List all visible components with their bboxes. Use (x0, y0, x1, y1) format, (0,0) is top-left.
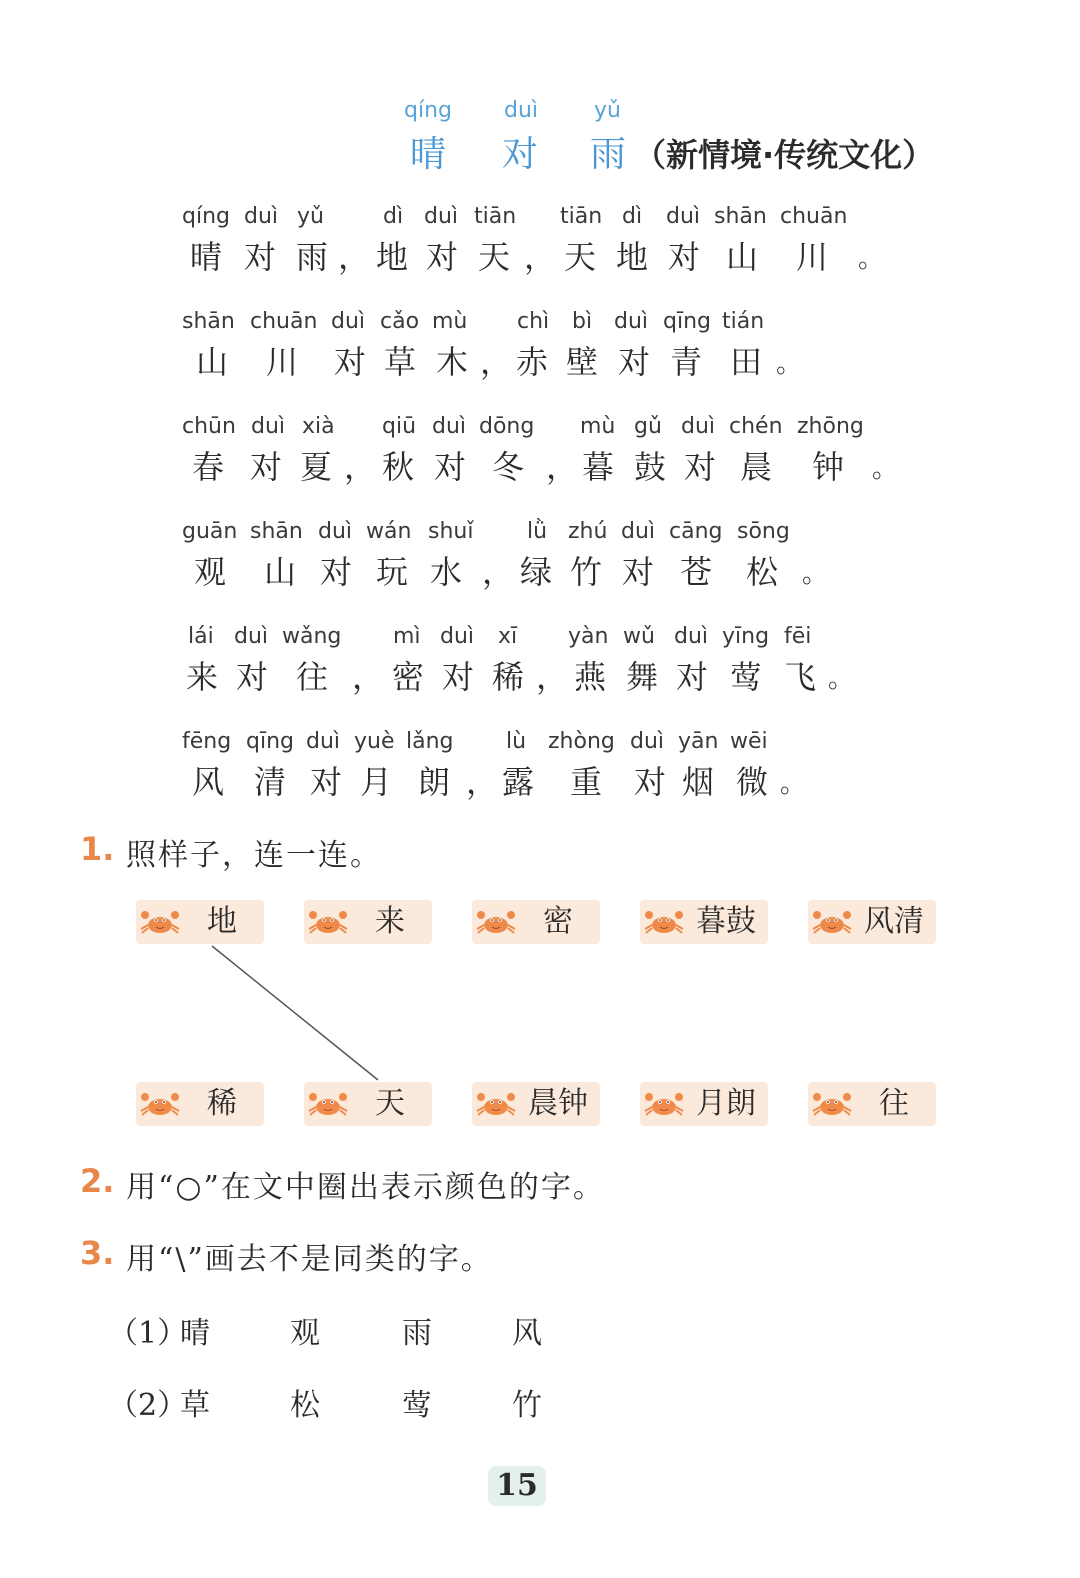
pinyin: duì (432, 414, 467, 439)
hanzi: 山 (196, 343, 229, 381)
hanzi: 对 (250, 448, 283, 486)
pinyin: qíng (182, 204, 230, 229)
pinyin: yǔ (297, 204, 324, 229)
title-char-3: 雨 (590, 134, 627, 175)
hanzi: 来 (186, 658, 219, 696)
hanzi: 川 (796, 238, 829, 276)
hanzi: 天 (478, 238, 511, 276)
hanzi: 往 (296, 658, 329, 696)
pinyin: wán (366, 519, 412, 544)
pinyin: xià (302, 414, 335, 439)
hanzi: 飞 (784, 658, 817, 696)
card-label: 地 (207, 904, 237, 939)
pinyin: yān (678, 729, 719, 754)
pinyin: wēi (730, 729, 768, 754)
pinyin: duì (440, 624, 475, 649)
pinyin: duì (244, 204, 279, 229)
pinyin: chūn (182, 414, 236, 439)
pinyin: qiū (382, 414, 417, 439)
hanzi: 重 (570, 763, 603, 801)
title-char-1: 晴 (410, 134, 447, 175)
punct: ， (536, 658, 569, 696)
hanzi: 秋 (382, 448, 415, 486)
card-label: 稀 (207, 1086, 237, 1121)
card-label: 月朗 (696, 1086, 756, 1121)
hanzi: 朗 (418, 763, 451, 801)
pinyin: duì (630, 729, 665, 754)
hanzi: 对 (684, 448, 717, 486)
pinyin: zhōng (797, 414, 864, 439)
card-label: 往 (879, 1086, 909, 1121)
match-card-bottom-5[interactable] (808, 1082, 936, 1126)
card-label: 来 (375, 904, 405, 939)
punct: ， (524, 238, 557, 276)
crab-icon (140, 1090, 180, 1118)
hanzi: 松 (746, 553, 779, 591)
pinyin: mì (393, 624, 421, 649)
pinyin: duì (331, 309, 366, 334)
hanzi: 对 (668, 238, 701, 276)
pinyin: tián (722, 309, 765, 334)
pinyin: duì (424, 204, 459, 229)
match-card-bottom-2[interactable] (304, 1082, 432, 1126)
hanzi: 青 (670, 343, 703, 381)
hanzi: 稀 (492, 658, 525, 696)
title-pinyin-1: qíng (404, 98, 452, 123)
hanzi: 莺 (730, 658, 763, 696)
pinyin: duì (681, 414, 716, 439)
question-number: 1. (80, 830, 115, 868)
hanzi: 对 (442, 658, 475, 696)
punct: ， (352, 658, 385, 696)
pinyin: gǔ (634, 414, 662, 439)
hanzi: 对 (634, 763, 667, 801)
pinyin: cāng (669, 519, 723, 544)
hanzi: 对 (334, 343, 367, 381)
subquestion-label: （2） (108, 1388, 188, 1423)
question-text: 用“\”画去不是同类的字。 (126, 1242, 493, 1277)
card-label: 密 (543, 904, 573, 939)
card-label: 暮鼓 (696, 904, 756, 939)
match-card-bottom-1[interactable] (136, 1082, 264, 1126)
punct: ， (466, 763, 499, 801)
card-label: 晨钟 (528, 1086, 588, 1121)
pinyin: chuān (250, 309, 318, 334)
crab-icon (644, 1090, 684, 1118)
choice-char[interactable]: 观 (290, 1316, 320, 1351)
punct: 。 (776, 349, 803, 379)
pinyin: guān (182, 519, 238, 544)
pinyin: dì (622, 204, 643, 229)
punct: ， (480, 343, 513, 381)
title-subtitle: （新情境·传统文化） (634, 136, 935, 174)
card-label: 天 (375, 1086, 405, 1121)
hanzi: 地 (376, 238, 409, 276)
pinyin: yuè (354, 729, 395, 754)
pinyin: chén (729, 414, 783, 439)
pinyin: dōng (479, 414, 535, 439)
hanzi: 木 (436, 343, 469, 381)
choice-char[interactable]: 松 (290, 1388, 320, 1423)
hanzi: 绿 (520, 553, 553, 591)
pinyin: mù (580, 414, 616, 439)
pinyin: shān (182, 309, 235, 334)
question-text: 照样子，连一连。 (126, 838, 382, 873)
hanzi: 天 (564, 238, 597, 276)
pinyin: wǔ (623, 624, 655, 649)
pinyin: yīng (722, 624, 770, 649)
hanzi: 风 (192, 763, 225, 801)
pinyin: chì (517, 309, 550, 334)
pinyin: fēi (784, 624, 812, 649)
hanzi: 燕 (574, 658, 607, 696)
pinyin: fēng (182, 729, 232, 754)
pinyin: dì (383, 204, 404, 229)
hanzi: 山 (726, 238, 759, 276)
pinyin: lǜ (527, 519, 548, 544)
hanzi: 月 (360, 763, 393, 801)
choice-char[interactable]: 莺 (402, 1388, 432, 1423)
pinyin: duì (251, 414, 286, 439)
choice-char[interactable]: 竹 (512, 1388, 542, 1423)
question-text: 用“○”在文中圈出表示颜色的字。 (126, 1170, 605, 1205)
match-card-bottom-4[interactable] (640, 1082, 768, 1126)
pinyin: lǎng (406, 729, 454, 754)
choice-char[interactable]: 晴 (180, 1316, 210, 1351)
hanzi: 川 (266, 343, 299, 381)
card-label: 风清 (864, 904, 924, 939)
punct: ， (482, 553, 515, 591)
hanzi: 晴 (190, 238, 223, 276)
hanzi: 春 (192, 448, 225, 486)
hanzi: 钟 (812, 448, 845, 486)
pinyin: shān (250, 519, 303, 544)
pinyin: lù (506, 729, 527, 754)
hanzi: 对 (622, 553, 655, 591)
crab-icon (308, 1090, 348, 1118)
hanzi: 冬 (492, 448, 525, 486)
pinyin: yàn (568, 624, 609, 649)
pinyin: shān (714, 204, 767, 229)
choice-char[interactable]: 草 (180, 1388, 210, 1423)
hanzi: 玩 (376, 553, 409, 591)
choice-char[interactable]: 雨 (402, 1316, 432, 1351)
pinyin: shuǐ (428, 519, 474, 544)
hanzi: 观 (194, 553, 227, 591)
hanzi: 夏 (300, 448, 333, 486)
question-number: 3. (80, 1234, 115, 1272)
hanzi: 苍 (680, 553, 713, 591)
hanzi: 对 (434, 448, 467, 486)
title-pinyin-2: duì (504, 98, 539, 123)
hanzi: 对 (310, 763, 343, 801)
subquestion-label: （1） (108, 1316, 188, 1351)
pinyin: xī (498, 624, 518, 649)
hanzi: 竹 (570, 553, 603, 591)
crab-icon (476, 1090, 516, 1118)
pinyin: lái (188, 624, 214, 649)
pinyin: duì (234, 624, 269, 649)
hanzi: 山 (264, 553, 297, 591)
punct: 。 (828, 664, 855, 694)
pinyin: duì (666, 204, 701, 229)
hanzi: 烟 (682, 763, 715, 801)
pinyin: chuān (780, 204, 848, 229)
pinyin: qīng (663, 309, 711, 334)
hanzi: 鼓 (634, 448, 667, 486)
pinyin: sōng (737, 519, 790, 544)
punct: ， (338, 238, 371, 276)
crab-icon (812, 1090, 852, 1118)
pinyin: tiān (474, 204, 517, 229)
hanzi: 对 (236, 658, 269, 696)
hanzi: 对 (320, 553, 353, 591)
hanzi: 赤 (516, 343, 549, 381)
punct: 。 (802, 559, 829, 589)
pinyin: mù (432, 309, 468, 334)
question-number: 2. (80, 1162, 115, 1200)
page-number: 15 (488, 1466, 546, 1506)
hanzi: 密 (392, 658, 425, 696)
pinyin: zhòng (548, 729, 615, 754)
hanzi: 清 (254, 763, 287, 801)
pinyin: wǎng (282, 624, 342, 649)
title-char-2: 对 (502, 134, 539, 175)
punct: ， (344, 448, 377, 486)
hanzi: 舞 (626, 658, 659, 696)
pinyin: bì (572, 309, 593, 334)
choice-char[interactable]: 风 (512, 1316, 542, 1351)
hanzi: 晨 (740, 448, 773, 486)
pinyin: duì (621, 519, 656, 544)
hanzi: 对 (676, 658, 709, 696)
pinyin: cǎo (380, 309, 420, 334)
pinyin: duì (614, 309, 649, 334)
hanzi: 露 (502, 763, 535, 801)
hanzi: 对 (426, 238, 459, 276)
punct: 。 (858, 244, 885, 274)
pinyin: tiān (560, 204, 603, 229)
hanzi: 微 (736, 763, 769, 801)
hanzi: 对 (244, 238, 277, 276)
pinyin: zhú (568, 519, 608, 544)
hanzi: 地 (616, 238, 649, 276)
punct: 。 (872, 454, 899, 484)
punct: ， (546, 448, 579, 486)
hanzi: 水 (430, 553, 463, 591)
pinyin: duì (674, 624, 709, 649)
pinyin: duì (306, 729, 341, 754)
title-pinyin-3: yǔ (594, 98, 621, 123)
hanzi: 暮 (582, 448, 615, 486)
pinyin: duì (318, 519, 353, 544)
punct: 。 (780, 769, 807, 799)
hanzi: 雨 (296, 238, 329, 276)
pinyin: qīng (246, 729, 294, 754)
hanzi: 壁 (566, 343, 599, 381)
hanzi: 草 (384, 343, 417, 381)
hanzi: 对 (618, 343, 651, 381)
hanzi: 田 (730, 343, 763, 381)
match-card-bottom-3[interactable] (472, 1082, 600, 1126)
